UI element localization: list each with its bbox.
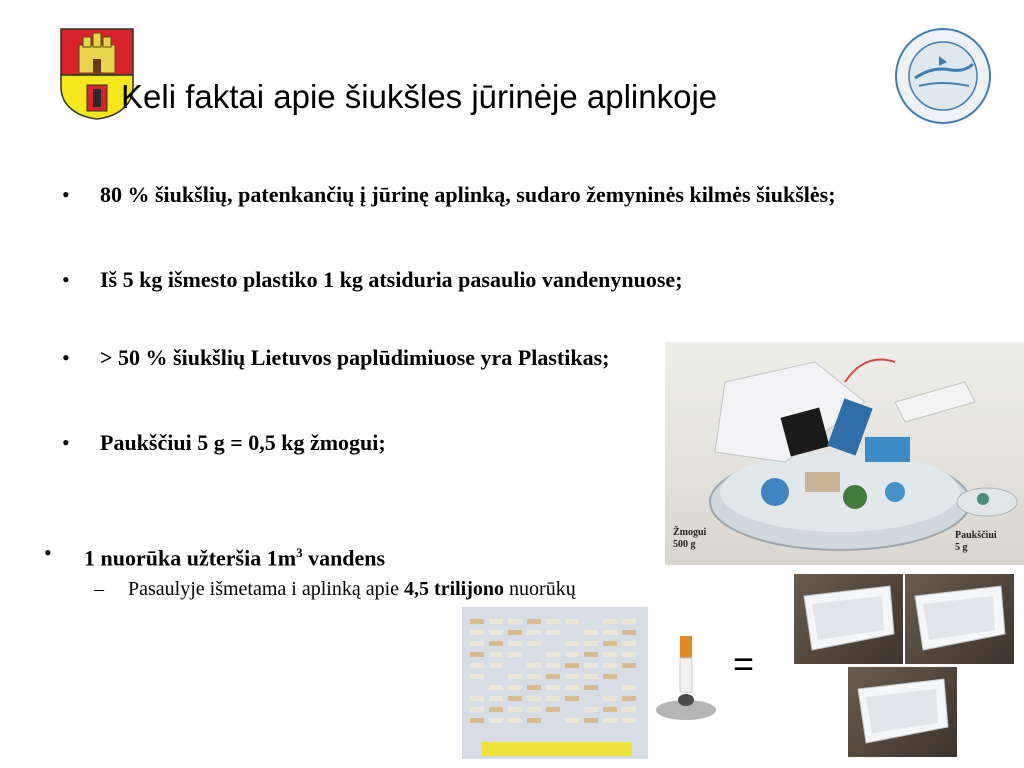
butt-shape — [546, 619, 560, 624]
butt-shape — [622, 696, 636, 701]
butt-shape — [489, 641, 503, 646]
butt-shape — [565, 674, 579, 679]
butt-shape — [508, 707, 522, 712]
butt-shape — [603, 718, 617, 723]
equals-sign: = — [733, 643, 755, 684]
slide-title: Keli faktai apie šiukšles jūrinėje aplinkoje — [121, 78, 718, 115]
bullet-fact-2-text: Iš 5 kg išmesto plastiko 1 kg atsiduria pasaulio vandenynuose; — [100, 267, 683, 292]
butt-shape — [565, 696, 579, 701]
butt-shape — [489, 619, 503, 624]
butt-shape — [527, 674, 541, 679]
butt-shape — [565, 663, 579, 668]
butt-shape — [489, 696, 503, 701]
butt-shape — [603, 674, 617, 679]
butt-shape — [527, 707, 541, 712]
bullet-cigarette-tail: vandens — [302, 545, 386, 571]
butt-shape — [584, 652, 598, 657]
butt-shape — [527, 619, 541, 624]
photo-label-human-amount: 500 g — [673, 539, 696, 550]
butt-shape — [527, 663, 541, 668]
butt-shape — [622, 630, 636, 635]
butt-shape — [584, 707, 598, 712]
sub-bullet-pre: Pasaulyje išmetama i aplinką apie — [128, 578, 405, 600]
butt-shape — [622, 652, 636, 657]
butt-shape — [603, 696, 617, 701]
butt-shape — [508, 641, 522, 646]
butt-shape — [508, 674, 522, 679]
butt-shape — [584, 630, 598, 635]
butt-shape — [622, 718, 636, 723]
butt-shape — [584, 674, 598, 679]
butt-shape — [584, 641, 598, 646]
butt-shape — [546, 685, 560, 690]
cigarette-butt-photo — [650, 628, 722, 728]
society-seal-logo — [893, 26, 993, 126]
butt-shape — [489, 652, 503, 657]
butt-shape — [584, 718, 598, 723]
butt-shape — [508, 685, 522, 690]
butt-shape — [546, 652, 560, 657]
butt-shape — [565, 685, 579, 690]
bullet-dot: • — [62, 430, 70, 455]
sub-bullet-dash: – — [94, 578, 104, 600]
butt-shape — [470, 674, 484, 679]
butt-shape — [508, 696, 522, 701]
bullet-cigarette-fact — [44, 538, 386, 573]
butt-shape — [527, 630, 541, 635]
bullet-cigarette-text: 1 nuorūka užteršia 1m — [84, 545, 297, 571]
butt-shape — [470, 641, 484, 646]
butt-shape — [527, 718, 541, 723]
butt-shape — [508, 630, 522, 635]
butt-shape — [508, 652, 522, 657]
butt-shape — [508, 718, 522, 723]
butt-shape — [489, 630, 503, 635]
butt-shape — [565, 619, 579, 624]
butt-shape — [470, 696, 484, 701]
bullet-fact-2 — [62, 265, 683, 295]
butt-shape — [622, 663, 636, 668]
plastic-waste-petri-dish-photo — [665, 342, 1024, 565]
butt-shape — [603, 663, 617, 668]
butt-shape — [470, 630, 484, 635]
photo-label-bird-amount: 5 g — [955, 542, 968, 553]
bullet-fact-3-text: > 50 % šiukšlių Lietuvos paplūdimiuose yra Plastikas; — [100, 345, 610, 370]
cigarette-butts-collection-photo — [462, 607, 648, 759]
butt-shape — [622, 707, 636, 712]
butt-shape — [546, 696, 560, 701]
bathtub-photo — [905, 574, 1014, 664]
butt-shape — [622, 619, 636, 624]
butt-shape — [489, 685, 503, 690]
butt-shape — [546, 707, 560, 712]
butt-shape — [584, 663, 598, 668]
butt-shape — [603, 707, 617, 712]
bullet-dot: • — [62, 182, 70, 207]
butt-shape — [489, 707, 503, 712]
butt-shape — [489, 663, 503, 668]
butt-shape — [565, 652, 579, 657]
sub-bullet-bold: 4,5 trilijono — [404, 578, 505, 600]
butt-shape — [622, 641, 636, 646]
butt-shape — [527, 641, 541, 646]
bathtub-photo — [794, 574, 903, 664]
bullet-dot: • — [62, 267, 70, 292]
butt-shape — [470, 652, 484, 657]
ruler-shape — [482, 742, 632, 756]
butt-shape — [584, 685, 598, 690]
butt-shape — [470, 619, 484, 624]
butt-shape — [565, 718, 579, 723]
bullet-fact-1 — [62, 180, 960, 210]
bathtub-photo — [848, 667, 957, 757]
butt-shape — [508, 619, 522, 624]
bullet-fact-4 — [62, 428, 386, 458]
bullet-fact-3 — [62, 343, 610, 373]
sub-bullet-world-butts — [94, 578, 576, 601]
bullet-dot: • — [44, 540, 52, 565]
butt-shape — [603, 630, 617, 635]
butt-shape — [470, 707, 484, 712]
butt-shape — [603, 619, 617, 624]
butt-shape — [527, 696, 541, 701]
bullet-fact-4-text: Paukščiui 5 g = 0,5 kg žmogui; — [100, 430, 386, 455]
bullet-dot: • — [62, 345, 70, 370]
butt-shape — [603, 652, 617, 657]
butt-shape — [546, 630, 560, 635]
butt-shape — [470, 663, 484, 668]
butt-shape — [546, 674, 560, 679]
photo-label-bird: Paukščiui — [955, 530, 997, 541]
butt-shape — [622, 685, 636, 690]
butt-shape — [603, 641, 617, 646]
sub-bullet-post: nuorūkų — [504, 578, 576, 600]
bullet-fact-1-text: 80 % šiukšlių, patenkančių į jūrinę aplinką, sudaro žemyninės kilmės šiukšlės; — [100, 182, 836, 207]
butt-shape — [546, 663, 560, 668]
butt-shape — [565, 641, 579, 646]
butt-shape — [527, 685, 541, 690]
superscript-3: 3 — [296, 545, 303, 560]
photo-label-human: Žmogui — [673, 527, 707, 538]
butt-shape — [489, 718, 503, 723]
butt-shape — [470, 718, 484, 723]
